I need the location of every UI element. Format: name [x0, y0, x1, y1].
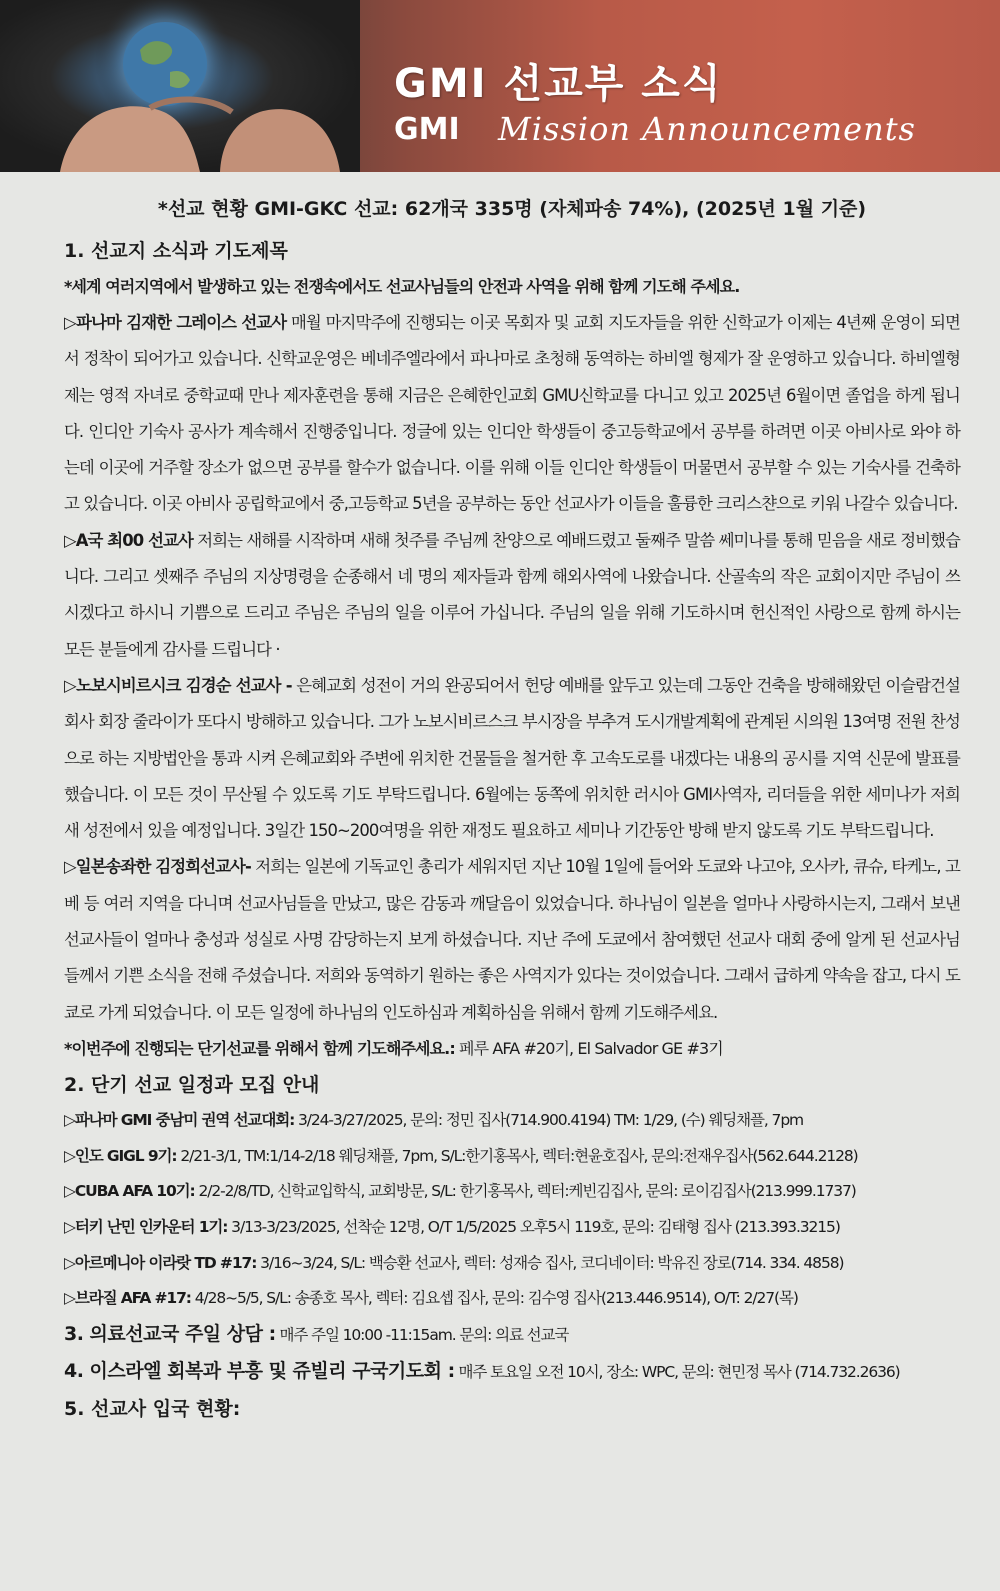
- banner-title-script: Mission Announcements: [498, 110, 916, 148]
- section4-israel-prayer: 4. 이스라엘 회복과 부흥 및 쥬빌리 구국기도회 : 매주 토요일 오전 10시, 장소: WPC, 문의: 현민정 목사 (714.732.2636): [64, 1359, 900, 1382]
- content: [0, 172, 1000, 1427]
- header-banner: [0, 0, 1000, 172]
- section2-heading: 2. 단기 선교 일정과 모집 안내: [64, 1073, 320, 1096]
- banner-title-gmi: GMI: [394, 112, 460, 147]
- schedule-item: ▷터키 난민 인카운터 1기: 3/13-3/23/2025, 선착순 12명, O/T 1/5/2025 오후5시 119호, 문의: 김태형 집사 (213.393.3215): [64, 1218, 840, 1237]
- schedule-item: ▷인도 GIGL 9기: 2/21-3/1, TM:1/14-2/18 웨딩채플, 7pm, S/L:한기홍목사, 렉터:현윤호집사, 문의:전재우집사(562.644.2128): [64, 1146, 858, 1165]
- schedule-item: ▷브라질 AFA #17: 4/28~5/5, S/L: 송종호 목사, 렉터: 김요셉 집사, 문의: 김수영 집사(213.446.9514), O/T: 2/27(목): [64, 1289, 798, 1308]
- schedule-item: ▷CUBA AFA 10기: 2/2-2/8/TD, 신학교입학식, 교회방문, S/L: 한기홍목사, 렉터:케빈김집사, 문의: 로이김집사(213.999.1737): [64, 1182, 856, 1201]
- section1-intro: *세계 여러지역에서 발생하고 있는 전쟁속에서도 선교사님들의 안전과 사역을 위해 함께 기도해 주세요.: [64, 277, 740, 296]
- schedule-item: ▷아르메니아 이라랏 TD #17: 3/16~3/24, S/L: 백승환 선교사, 렉터: 성재승 집사, 코디네이터: 박유진 장로(714. 334. 4858): [64, 1253, 844, 1272]
- hands-holding-earth-image: [0, 0, 360, 172]
- banner-title-korean: GMI 선교부 소식: [394, 61, 723, 107]
- news-item-novosibirsk: ▷노보시비르시크 김경순 선교사 - 은혜교회 성전이 거의 완공되어서 헌당 예배를 앞두고 있는데 그동안 건축을 방해해왔던 이슬람건설회사 회장 줄라이가 또다시 방해하고 있습니다. 그가 노보시비르스크 부시장을 부추겨 도시개발계획에 관계된 시의원 13여명 전원 찬성으로 하는 지방법안을 통과 시켜 은혜교회와 주변에 위치한 건물들을 철거한 후 고속도로를 내겠다는 내용의 공시를 지역 신문에 발표를 했습니다. 이 모든 것이 무산될 수 있도록 기도 부탁드립니다. 6월에는 동쪽에 위치한 러시아 GMI사역자, 리더들을 위한 세미나가 저희 새 성전에서 있을 예정입니다. 3일간 150~200여명을 위한 재정도 필요하고 세미나 기간동안 방해 받지 않도록 기도 부탁드립니다.: [64, 675, 960, 841]
- news-item-panama: ▷파나마 김재한 그레이스 선교사 매월 마지막주에 진행되는 이곳 목회자 및 교회 지도자들을 위한 신학교가 이제는 4년째 운영이 되면서 정착이 되어가고 있습니다. 신학교운영은 베네주엘라에서 파나마로 초청해 동역하는 하비엘 형제가 잘 운영하고 있습니다. 하비엘형제는 영적 자녀로 중학교때 만나 제자훈련을 통해 지금은 은혜한인교회 GMU신학교를 다니고 있고 2025년 6월이면 졸업을 하게 됩니다. 인디안 기숙사 공사가 계속해서 진행중입니다. 정글에 있는 인디안 학생들이 중고등학교에서 공부를 하려면 이곳 아비사로 와야 하는데 이곳에 거주할 장소가 없으면 공부를 할수가 없습니다. 이를 위해 이들 인디안 학생들이 머물면서 공부할 수 있는 기숙사를 건축하고 있습니다. 이곳 아비사 공립학교에서 중,고등학교 5년을 공부하는 동안 선교사가 이들을 훌륭한 크리스챤으로 키워 나갈수 있습니다.: [64, 313, 960, 514]
- schedule-item: ▷파나마 GMI 중남미 권역 선교대회: 3/24-3/27/2025, 문의: 정민 집사(714.900.4194) TM: 1/29, (수) 웨딩채플, 7pm: [64, 1110, 804, 1129]
- section5-heading: 5. 선교사 입국 현황:: [64, 1397, 241, 1420]
- section1-heading: 1. 선교지 소식과 기도제목: [64, 240, 288, 262]
- short-term-prayer: *이번주에 진행되는 단기선교를 위해서 함께 기도해주세요.: 페루 AFA #20기, El Salvador GE #3기: [64, 1038, 723, 1058]
- mission-status-line: *선교 현황 GMI-GKC 선교: 62개국 335명 (자체파송 74%), (2025년 1월 기준): [157, 198, 867, 220]
- news-item-a-country: ▷A국 최00 선교사 저희는 새해를 시작하며 새해 첫주를 주님께 찬양으로 예배드렸고 둘째주 말씀 쎄미나를 통해 믿음을 새로 정비했습니다. 그리고 셋째주 주님의 지상명령을 순종해서 네 명의 제자들과 함께 해외사역에 나왔습니다. 산골속의 작은 교회이지만 주님이 쓰시겠다고 하시니 기쁨으로 드리고 주님은 주님의 일을 이루어 가십니다. 주님의 일을 위해 기도하시며 헌신적인 사랑으로 함께 하시는 모든 분들에게 감사를 드립니다 ·: [64, 530, 960, 659]
- news-item-japan: ▷일본송좌한 김정희선교사- 저희는 일본에 기독교인 총리가 세워지던 지난 10월 1일에 들어와 도쿄와 나고야, 오사카, 큐슈, 타케노, 고베 등 여러 지역을 다니며 선교사님들을 만났고, 많은 감동과 깨달음이 있었습니다. 하나님이 일본을 얼마나 사랑하시는지, 그래서 보낸 선교사들이 얼마나 충성과 성실로 사명 감당하는지 보게 하셨습니다. 지난 주에 도쿄에서 참여했던 선교사 대회 중에 알게 된 선교사님들께서 기쁜 소식을 전해 주셨습니다. 저희와 동역하기 원하는 좋은 사역지가 있다는 것이었습니다. 그래서 급하게 약속을 잡고, 다시 도쿄로 가게 되었습니다. 이 모든 일정에 하나님의 인도하심과 계획하심을 위해서 함께 기도해주세요.: [64, 857, 960, 1022]
- section3-medical: 3. 의료선교국 주일 상담 : 매주 주일 10:00 -11:15am. 문의: 의료 선교국: [64, 1323, 569, 1346]
